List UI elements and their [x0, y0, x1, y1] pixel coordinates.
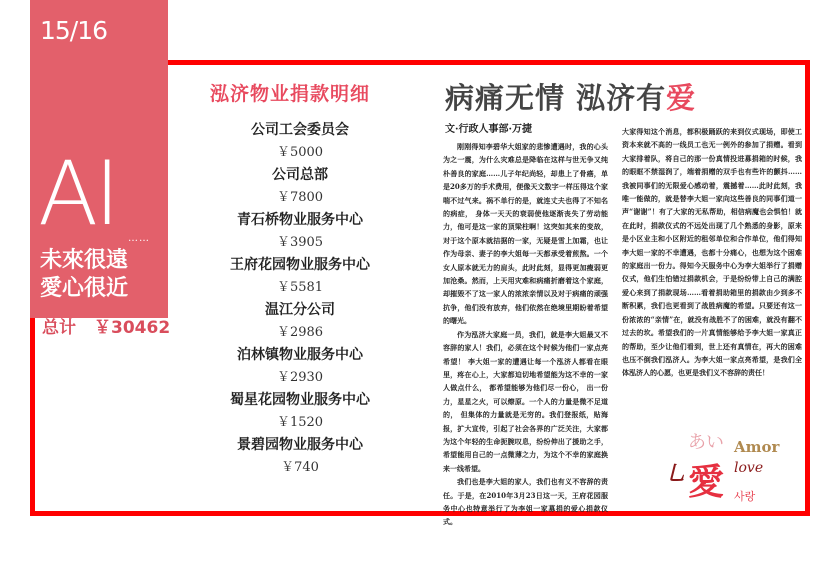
donation-list-title: 泓济物业捐款明细 — [210, 83, 371, 105]
donation-amount: ￥7800 — [276, 190, 324, 205]
logo-kanji: 愛 — [688, 462, 725, 503]
article-column-1 — [443, 140, 608, 529]
love-logo — [666, 430, 781, 510]
sidebar-big-letters: AI — [38, 142, 117, 245]
donor-name: 公司工会委员会 — [251, 122, 349, 138]
title-accent: 爱 — [666, 81, 697, 115]
article-column-2 — [622, 125, 802, 380]
sidebar-dots: …… — [128, 233, 150, 244]
donation-total — [42, 318, 170, 338]
article-paragraph: 刚刚得知李碧华大姐家的悲惨遭遇时，我的心头为之一震，为什么灾难总是降临在这样与世无争又纯朴善良的家庭……儿子年纪尚轻，却患上了骨癌，单是20多万的手术费用，便像天文数字一样压得这个家喘不过气来。祸不单行的是，就连丈夫也得了不知名的病症， 身体一天天的衰弱使他逐渐丧失了劳动能力，他可是这一家的顶梁柱啊！这突如其来的变故，对于这个原本就拮据的一家，无疑是雪上加霜，也让作为母亲、妻子的李大姐每一天都承受着煎熬。一个女人原本就无力的肩头，此时此刻，显得更加瘦弱更加沧桑。然而，上天用灾难和病痛折磨着这个家庭，却摧毁不了这一家人的浓浓亲情以及对于病痛的顽强抗争，他们没有放弃，他们依然在绝境里期盼着希望的曙光。 — [443, 142, 608, 326]
donation-list — [200, 120, 400, 480]
total-label: 总计 — [42, 318, 76, 338]
logo-love: love — [734, 460, 764, 476]
article-title — [445, 80, 696, 116]
frame-border-right — [805, 60, 810, 516]
donation-amount: ￥5581 — [276, 280, 324, 295]
donation-amount: ￥1520 — [276, 415, 324, 430]
frame-border-top — [168, 60, 810, 65]
article-byline: 文·行政人事部·万捷 — [445, 124, 532, 135]
frame-border-bottom — [30, 511, 810, 516]
donor-name: 青石桥物业服务中心 — [237, 212, 363, 228]
total-amount: ￥30462 — [94, 318, 171, 338]
slogan-line-1: 未來很遠 — [40, 248, 129, 273]
donor-name: 蜀星花园物业服务中心 — [230, 392, 370, 408]
donor-name: 王府花园物业服务中心 — [230, 257, 370, 273]
page-number: 15/16 — [40, 16, 108, 45]
article-paragraph: 我们也是李大姐的家人，我们也有义不容辞的责任。于是，在2010年3月23日这一天，王府花园服务中心也特意举行了为李姐一家募捐的爱心捐款仪式。 — [443, 477, 608, 527]
donation-amount: ￥740 — [281, 460, 319, 475]
logo-zhi-glyph: 乚 — [666, 461, 686, 485]
article-paragraph: 大家得知这个消息，都积极踊跃的来到仪式现场，即使工资本来就不高的一线员工也无一例外的参加了捐赠。看到大家排着队，将自己的那一份真情投进募捐箱的时候，我的眼眶不禁湿润了，端着捐赠的双手也有些许的颤抖……我被同事们的无限爱心感动着，震撼着……此时此刻，我唯一能做的，就是替李大姐一家向这些善良的同事们道一声“谢谢”！有了大家的无私帮助，相信病魔也会惧怕！就在此时，捐款仪式的不远处出现了几个熟悉的身影，原来是小区业主和小区附近的租邻单位和合作单位，他们得知李大姐一家的不幸遭遇，也都十分痛心，也想为这个困难的家庭出一份力。得知今天服务中心为李大姐举行了捐赠仪式，他们生怕错过捐款机会，于是纷纷带上自己的满腔爱心来到了捐款现场……看着捐助箱里的捐款由少到多不断积累，我们也更看到了战胜病魔的希望。只要还有这一份浓浓的“亲情”在，就没有战胜不了的困难，就没有翻不过去的坎。希望我们的一片真情能够给予李大姐一家真正的帮助，至少让他们看到，世上还有真情在，再大的困难也压不倒我们泓济人。为李大姐一家点亮希望，是我们全体泓济人的心愿，也更是我们义不容辞的责任！ — [622, 127, 802, 378]
sidebar-slogan — [40, 247, 128, 303]
donation-amount: ￥2986 — [276, 325, 324, 340]
donor-name: 温江分公司 — [265, 302, 335, 318]
logo-korean: 사랑 — [734, 490, 756, 503]
logo-amor: Amor — [734, 438, 780, 456]
donation-amount: ￥3905 — [276, 235, 324, 250]
title-main: 病痛无情 泓济有 — [445, 81, 667, 115]
donor-name: 公司总部 — [272, 167, 328, 183]
slogan-line-2: 愛心很近 — [40, 276, 129, 301]
logo-hiragana: あい — [688, 432, 724, 453]
donor-name: 泊林镇物业服务中心 — [237, 347, 363, 363]
article-paragraph: 作为泓济大家庭一员，我们，就是李大姐最又不容辞的家人！我们，必须在这个时候为他们一家点亮希望！ 李大姐一家的遭遇让每一个泓济人都看在眼里，疼在心上，大家都迫切地希望能为这不幸的一家人做点什么， 都希望能够为他们尽一份心， 出一份力，星星之火，可以燎原。一个人的力量是微不足道的， 但集体的力量就是无穷的。我们登报纸，贴海报，扩大宣传，引起了社会各界的广泛关注，大家都为这个年轻的生命扼腕叹息，纷纷伸出了援助之手，希望能用自己的一点微薄之力，为这个不幸的家庭换来一线希望。 — [443, 329, 608, 473]
donation-amount: ￥2930 — [276, 370, 324, 385]
donor-name: 景碧园物业服务中心 — [237, 437, 363, 453]
donation-amount: ￥5000 — [276, 145, 324, 160]
frame-border-left — [30, 318, 35, 516]
